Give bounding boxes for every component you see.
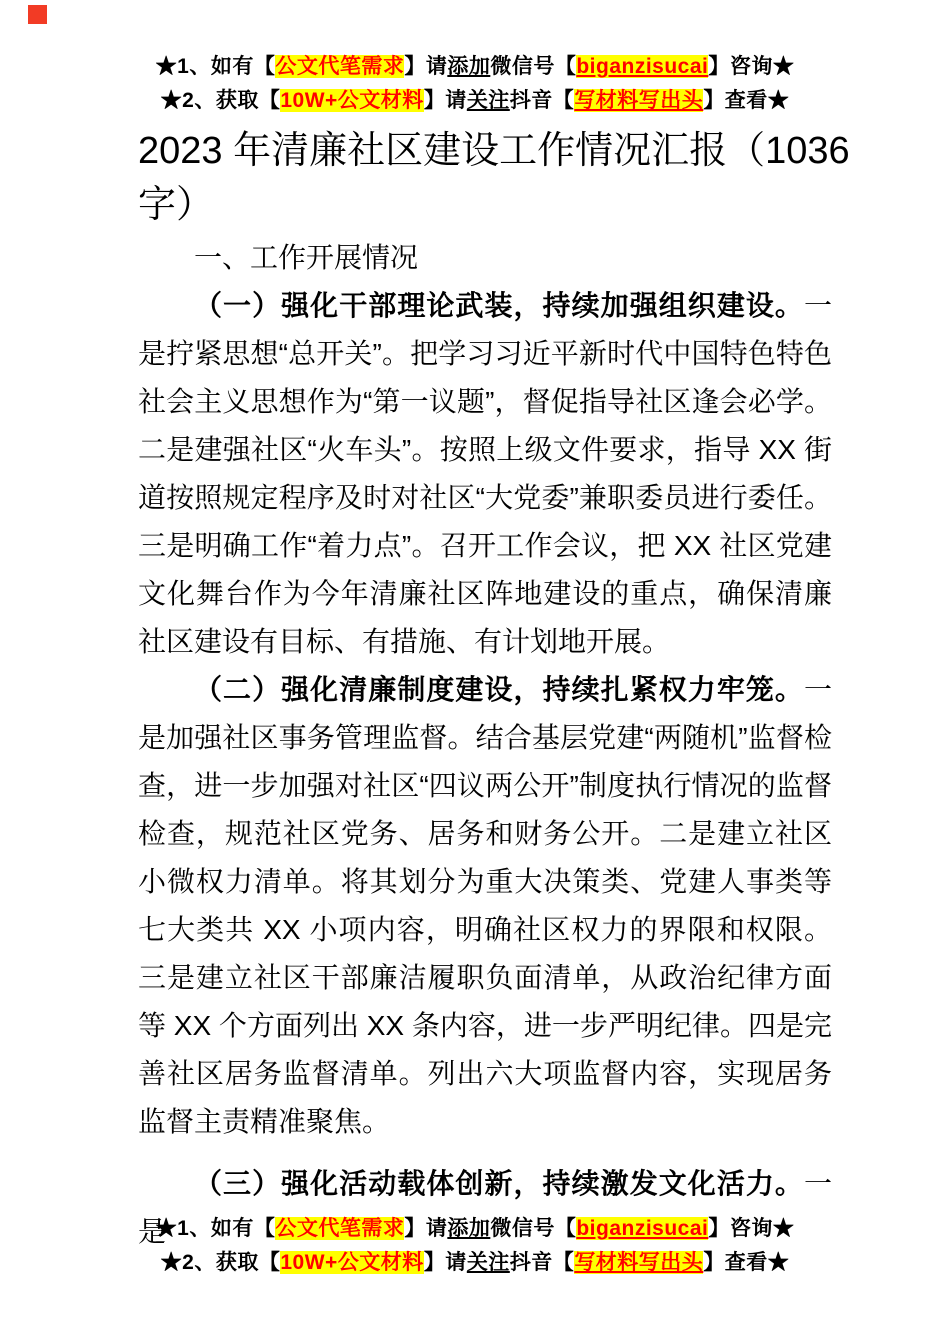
promo-line1-mid1: 】请 — [404, 55, 448, 78]
promo-bottom-line-2 — [0, 1246, 950, 1280]
promo-line1-underline-add: 添加 — [447, 1217, 491, 1240]
promo-line1-mid2: 微信号【 — [490, 1217, 577, 1240]
promo-line1-suffix: 】咨询★ — [708, 55, 795, 78]
paragraph-2-lead: （二）强化清廉制度建设，持续扎紧权力牢笼。 — [194, 674, 804, 705]
promo-bottom-line-1 — [0, 1212, 950, 1246]
promo-top-line-1 — [0, 50, 950, 84]
paragraph-3-lead: （三）强化活动载体创新，持续激发文化活力。 — [194, 1168, 804, 1199]
promo-line2-underline-follow: 关注 — [466, 89, 510, 112]
paragraph-1-lead: （一）强化干部理论武装，持续加强组织建设。 — [194, 290, 804, 321]
promo-line2-highlight-material: 10W+公文材料 — [280, 89, 424, 112]
promo-line2-mid1: 】请 — [423, 89, 467, 112]
promo-line1-highlight-service: 公文代笔需求 — [275, 1217, 405, 1240]
promo-line1-mid1: 】请 — [404, 1217, 448, 1240]
promo-line2-douyin-id: 写材料写出头 — [574, 89, 704, 112]
promo-line2-suffix: 】查看★ — [703, 1251, 790, 1274]
promo-line1-wechat-id: biganzisucai — [576, 55, 709, 78]
promo-line2-mid2: 抖音【 — [509, 1251, 575, 1274]
promo-line1-highlight-service: 公文代笔需求 — [275, 55, 405, 78]
paragraph-1-text: 一是拧紧思想“总开关”。把学习习近平新时代中国特色特色社会主义思想作为“第一议题”，督促指导社区逢会必学。二是建强社区“火车头”。按照上级文件要求，指导 XX 街道按照规定程序及时对社区“大党委”兼职委员进行委任。三是明确工作“着力点”。召开工作会议，把 XX 社区党建文化舞台作为今年清廉社区阵地建设的重点，确保清廉社区建设有目标、有措施、有计划地开展。 — [138, 290, 832, 657]
promo-line1-wechat-id: biganzisucai — [576, 1217, 709, 1240]
paragraph-2-text: 一是加强社区事务管理监督。结合基层党建“两随机”监督检查，进一步加强对社区“四议两公开”制度执行情况的监督检查，规范社区党务、居务和财务公开。二是建立社区小微权力清单。将其划分为重大决策类、党建人事类等七大类共 XX 小项内容，明确社区权力的界限和权限。三是建立社区干部廉洁履职负面清单，从政治纪律方面等 XX 个方面列出 XX 条内容，进一步严明纪律。四是完善社区居务监督清单。列出六大项监督内容，实现居务监督主责精准聚焦。 — [138, 674, 832, 1137]
promo-line2-mid2: 抖音【 — [509, 89, 575, 112]
promo-line2-douyin-id: 写材料写出头 — [574, 1251, 704, 1274]
promo-line1-mid2: 微信号【 — [490, 55, 577, 78]
document-body — [138, 124, 850, 1256]
promo-top-line-2 — [0, 84, 950, 118]
promo-line2-prefix: ★2、获取【 — [160, 89, 281, 112]
paragraph-1 — [138, 282, 832, 666]
promo-line2-prefix: ★2、获取【 — [160, 1251, 281, 1274]
promo-banner-bottom — [0, 1212, 950, 1280]
promo-line1-prefix: ★1、如有【 — [155, 1217, 276, 1240]
promo-line1-suffix: 】咨询★ — [708, 1217, 795, 1240]
promo-line2-suffix: 】查看★ — [703, 89, 790, 112]
promo-line2-highlight-material: 10W+公文材料 — [280, 1251, 424, 1274]
document-title: 2023 年清廉社区建设工作情况汇报（1036 字） — [138, 130, 850, 226]
paragraph-3-text: 一是 — [138, 1168, 832, 1247]
promo-line1-underline-add: 添加 — [447, 55, 491, 78]
red-square-marker-icon — [28, 5, 47, 24]
promo-line2-mid1: 】请 — [423, 1251, 467, 1274]
paragraph-2 — [138, 666, 832, 1146]
section-heading-1: 一、工作开展情况 — [194, 242, 419, 273]
promo-line1-prefix: ★1、如有【 — [155, 55, 276, 78]
promo-line2-underline-follow: 关注 — [466, 1251, 510, 1274]
promo-banner-top — [0, 0, 950, 118]
